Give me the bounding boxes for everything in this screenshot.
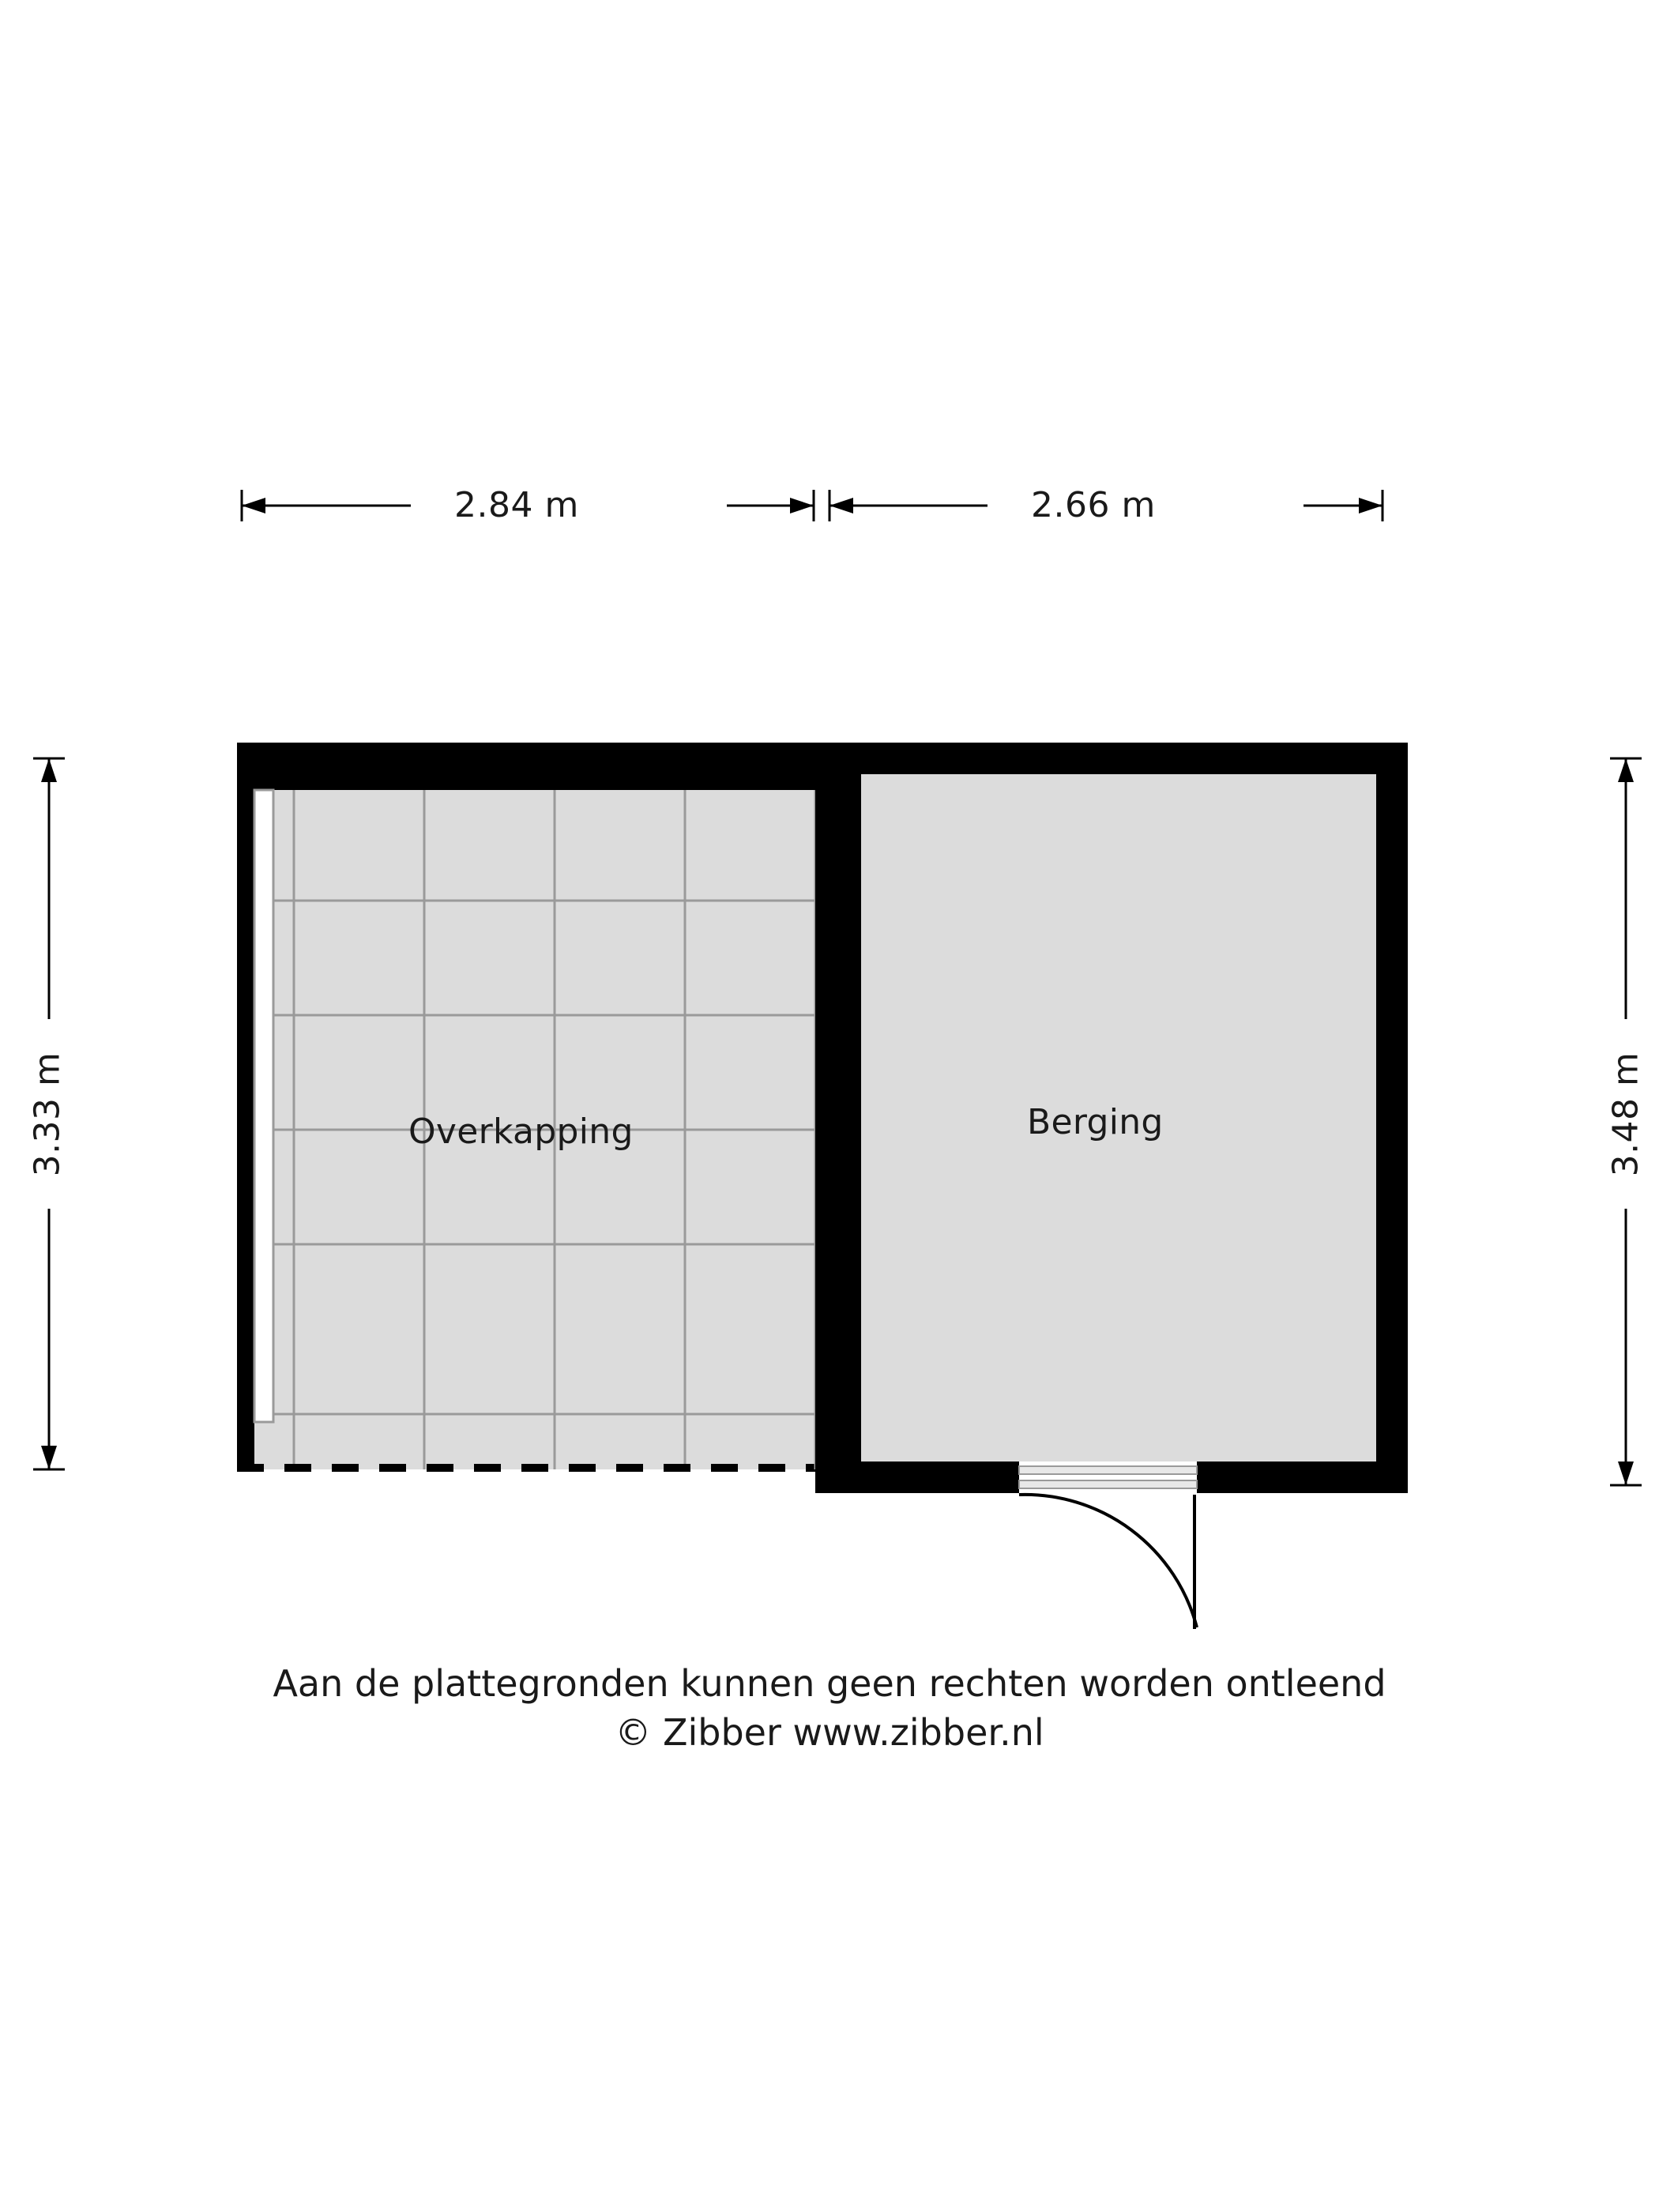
room-label-berging: Berging	[1027, 1102, 1164, 1142]
berging-door-swing	[1019, 1495, 1197, 1629]
dimension-label-right: 3.48 m	[1605, 1051, 1646, 1177]
overkapping-open-side	[254, 790, 273, 1422]
room-label-overkapping: Overkapping	[408, 1112, 634, 1152]
dimension-label-top-right: 2.66 m	[1031, 485, 1156, 525]
footer-disclaimer: Aan de plattegronden kunnen geen rechten worden ontleend	[273, 1662, 1386, 1705]
room-overkapping	[237, 743, 815, 1469]
dimension-label-left: 3.33 m	[27, 1051, 68, 1177]
room-berging	[815, 743, 1408, 1629]
overkapping-wall-top	[237, 743, 815, 790]
dimension-label-top-left: 2.84 m	[454, 485, 579, 525]
footer-copyright: © Zibber www.zibber.nl	[615, 1711, 1044, 1755]
footer	[0, 1659, 1659, 1757]
overkapping-wall-left	[237, 743, 254, 1469]
